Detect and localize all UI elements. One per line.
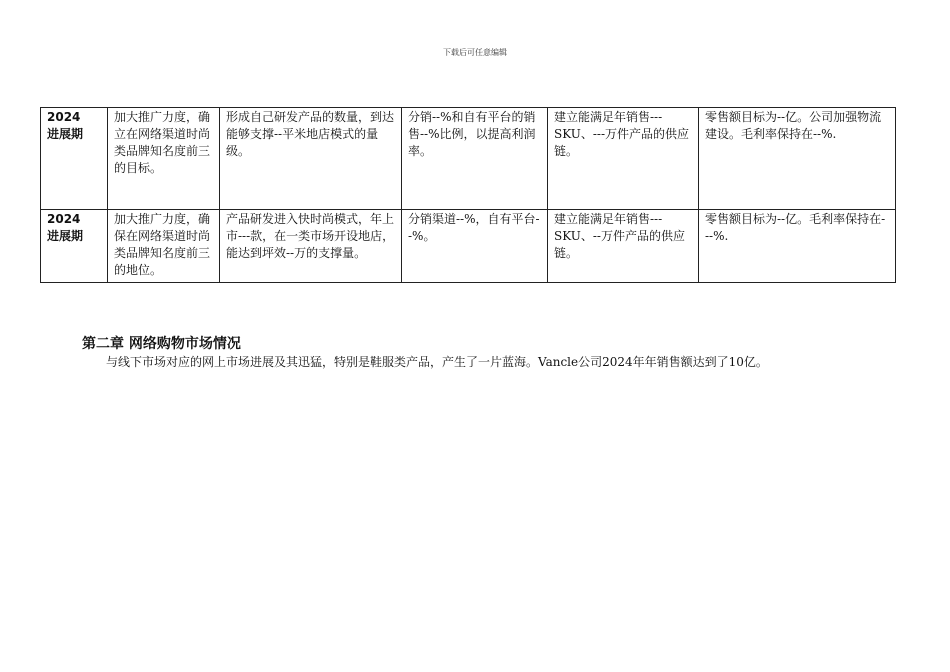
stage-name: 进展期 — [47, 127, 84, 141]
stage-cell — [41, 210, 108, 283]
stage-name: 进展期 — [47, 229, 84, 243]
page-header: 下载后可任意编辑 — [443, 48, 507, 57]
stage-year: 2024 — [47, 212, 81, 226]
chapter-paragraph: 与线下市场对应的网上市场进展及其迅猛，特别是鞋服类产品，产生了一片蓝海。Vancle公司2024年年销售额达到了10亿。 — [106, 355, 768, 369]
table-cell: 建立能满足年销售---SKU、---万件产品的供应链。 — [548, 108, 699, 210]
table-row — [41, 210, 896, 283]
table-cell: 零售额目标为--亿。毛利率保持在---%. — [699, 210, 896, 283]
stage-cell — [41, 108, 108, 210]
chapter-title: 第二章 网络购物市场情况 — [82, 336, 241, 352]
table-cell: 零售额目标为--亿。公司加强物流建设。毛利率保持在--%. — [699, 108, 896, 210]
table-cell: 建立能满足年销售---SKU、--万件产品的供应链。 — [548, 210, 699, 283]
development-plan-table — [40, 107, 896, 283]
table-cell: 形成自己研发产品的数量，到达能够支撑--平米地店模式的量级。 — [220, 108, 402, 210]
table-row — [41, 108, 896, 210]
table-cell: 分销渠道--%，自有平台--%。 — [402, 210, 548, 283]
table-cell: 加大推广力度，确立在网络渠道时尚类品牌知名度前三的目标。 — [108, 108, 220, 210]
table-cell: 分销--%和自有平台的销售--%比例，以提高利润率。 — [402, 108, 548, 210]
table-cell: 产品研发进入快时尚模式，年上市---款，在一类市场开设地店，能达到坪效--万的支撑量。 — [220, 210, 402, 283]
table-cell: 加大推广力度，确保在网络渠道时尚类品牌知名度前三的地位。 — [108, 210, 220, 283]
stage-year: 2024 — [47, 110, 81, 124]
